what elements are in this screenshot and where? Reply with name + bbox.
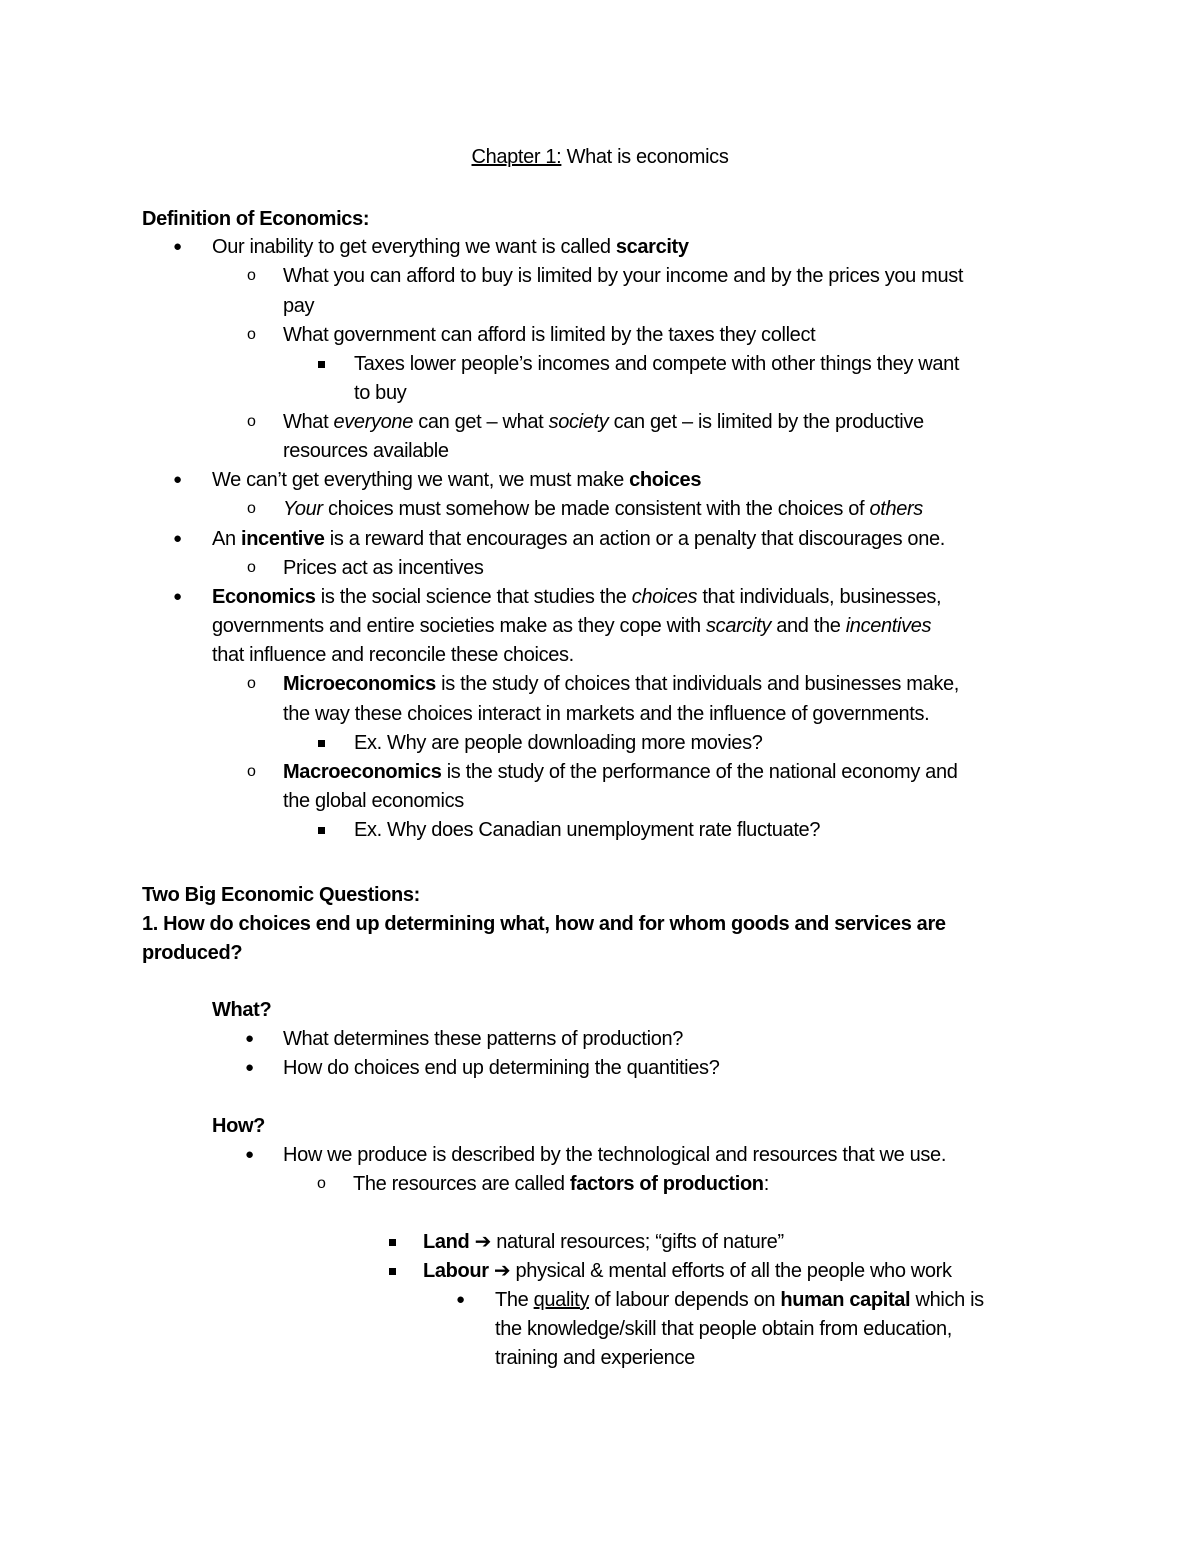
how-heading: How? [212, 1115, 266, 1137]
bullet-icon: ● [173, 238, 183, 255]
arrow-right-icon: ➔ [493, 1260, 511, 1282]
chapter-title: What is economics [561, 146, 729, 168]
circle-bullet-icon: o [317, 1175, 326, 1192]
factor-labour: Labour ➔ physical & mental efforts of all the people who work [423, 1260, 952, 1282]
bullet-icon: ● [245, 1059, 255, 1076]
sub-micro-l2: the way these choices interact in markets and the influence of governments. [283, 703, 930, 725]
sub-afford-l1: What you can afford to buy is limited by your income and by the prices you must [283, 265, 964, 287]
questions-heading: Two Big Economic Questions: [142, 884, 420, 906]
how-factors: The resources are called factors of production: [353, 1173, 769, 1195]
question-1-l1: 1. How do choices end up determining what, how and for whom goods and services are [142, 913, 946, 935]
bullet-economics-l2: governments and entire societies make as they cope with scarcity and the incentives [212, 615, 932, 637]
bullet-icon: ● [245, 1030, 255, 1047]
circle-bullet-icon: o [247, 326, 256, 343]
sub-everyone-l1: What everyone can get – what society can get – is limited by the productive [283, 411, 924, 433]
sub-prices: Prices act as incentives [283, 557, 484, 579]
circle-bullet-icon: o [247, 500, 256, 517]
bullet-icon: ● [173, 588, 183, 605]
page-title [0, 145, 1200, 169]
subsub-micro-ex: Ex. Why are people downloading more movies? [354, 732, 763, 754]
labour-quality-l3: training and experience [495, 1347, 695, 1369]
sub-your-choices: Your choices must somehow be made consistent with the choices of others [283, 498, 923, 520]
subsub-macro-ex: Ex. Why does Canadian unemployment rate fluctuate? [354, 819, 821, 841]
circle-bullet-icon: o [247, 675, 256, 692]
sub-afford-l2: pay [283, 295, 315, 317]
bullet-economics-l3: that influence and reconcile these choices. [212, 644, 574, 666]
sub-macro-l1: Macroeconomics is the study of the performance of the national economy and [283, 761, 958, 783]
sub-government: What government can afford is limited by the taxes they collect [283, 324, 816, 346]
subsub-taxes-l1: Taxes lower people’s incomes and compete with other things they want [354, 353, 960, 375]
bullet-scarcity: Our inability to get everything we want is called scarcity [212, 236, 689, 258]
sub-macro-l2: the global economics [283, 790, 464, 812]
chapter-label: Chapter 1: [471, 146, 562, 168]
what-heading: What? [212, 999, 272, 1021]
question-1-l2: produced? [142, 942, 243, 964]
labour-quality-l2: the knowledge/skill that people obtain from education, [495, 1318, 952, 1340]
circle-bullet-icon: o [247, 413, 256, 430]
what-bullet-2: How do choices end up determining the quantities? [283, 1057, 720, 1079]
sub-everyone-l2: resources available [283, 440, 449, 462]
bullet-icon: ● [245, 1146, 255, 1163]
definition-heading: Definition of Economics: [142, 208, 370, 230]
bullet-economics-l1: Economics is the social science that studies the choices that individuals, businesses, [212, 586, 942, 608]
bullet-icon: ● [173, 471, 183, 488]
bullet-icon: ● [456, 1291, 466, 1308]
how-bullet-1: How we produce is described by the technological and resources that we use. [283, 1144, 947, 1166]
circle-bullet-icon: o [247, 763, 256, 780]
subsub-taxes-l2: to buy [354, 382, 407, 404]
bullet-incentive: An incentive is a reward that encourages an action or a penalty that discourages one. [212, 528, 945, 550]
sub-micro-l1: Microeconomics is the study of choices that individuals and businesses make, [283, 673, 959, 695]
arrow-right-icon: ➔ [474, 1231, 492, 1253]
bullet-icon: ● [173, 530, 183, 547]
circle-bullet-icon: o [247, 559, 256, 576]
labour-quality-l1: The quality of labour depends on human capital which is [495, 1289, 984, 1311]
circle-bullet-icon: o [247, 267, 256, 284]
bullet-choices: We can’t get everything we want, we must make choices [212, 469, 702, 491]
what-bullet-1: What determines these patterns of production? [283, 1028, 684, 1050]
factor-land: Land ➔ natural resources; “gifts of nature” [423, 1231, 784, 1253]
